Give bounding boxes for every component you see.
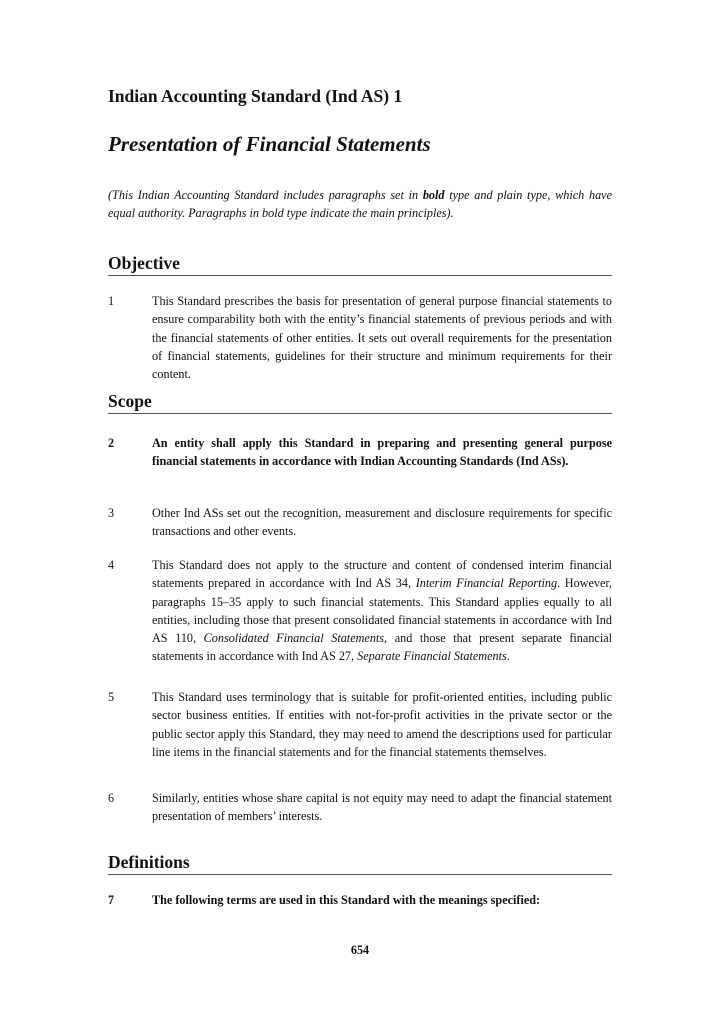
section-heading-scope: Scope bbox=[108, 390, 612, 414]
paragraph-number: 4 bbox=[108, 558, 115, 572]
ind-as-110-title: Consolidated Financial Statements, bbox=[203, 631, 388, 646]
paragraph-text: This Standard prescribes the basis for presentation of general purpose financial statements to ensure comparability both with the entity’s financial statements of previous periods and with the financial statements of other entities. It sets out overall requirements for the presentation of financial statements, guidelines for their structure and minimum requirements for their content. bbox=[152, 294, 612, 382]
intro-text-part1: (This Indian Accounting Standard includes paragraphs set in bbox=[108, 188, 423, 202]
paragraph-number: 2 bbox=[108, 436, 115, 450]
paragraph-number: 3 bbox=[108, 506, 115, 520]
paragraph-3 bbox=[108, 504, 612, 541]
paragraph-text: Other Ind ASs set out the recognition, measurement and disclosure requirements for specific transactions and other events. bbox=[152, 506, 612, 539]
section-heading-definitions: Definitions bbox=[108, 851, 612, 875]
paragraph-text: This Standard uses terminology that is suitable for profit-oriented entities, including public sector business entities. If entities with not-for-profit activities in the private sector or the public sector apply this Standard, they may need to amend the descriptions used for particular line items in the financial statements and for the financial statements themselves. bbox=[152, 690, 612, 759]
paragraph-number: 6 bbox=[108, 791, 115, 805]
page-number: 654 bbox=[350, 943, 370, 957]
paragraph-text-run: and those that present separate financial statements in accordance with Ind AS 27, bbox=[152, 631, 612, 664]
paragraph-5 bbox=[108, 688, 612, 761]
paragraph-text: Similarly, entities whose share capital is not equity may need to adapt the financial statement presentation of members’ interests. bbox=[152, 791, 612, 824]
paragraph-text bbox=[152, 556, 612, 666]
intro-text-part2: type and plain type, which have equal authority. Paragraphs in bold type indicate the main principles). bbox=[108, 188, 612, 220]
paragraph-text-run: . bbox=[506, 649, 510, 664]
paragraph-text-run: This Standard does not apply to the structure and content of condensed interim financial statements prepared in accordance with Ind AS 34, bbox=[152, 558, 612, 591]
paragraph-2 bbox=[108, 434, 612, 471]
paragraph-1 bbox=[108, 292, 612, 383]
paragraph-4 bbox=[108, 556, 612, 666]
paragraph-7 bbox=[108, 891, 612, 909]
paragraph-number: 5 bbox=[108, 690, 115, 704]
ind-as-34-title: Interim Financial Reporting bbox=[415, 576, 558, 591]
paragraph-number: 7 bbox=[108, 893, 115, 907]
section-heading-objective: Objective bbox=[108, 252, 612, 276]
intro-bold-word: bold bbox=[422, 188, 445, 202]
paragraph-number: 1 bbox=[108, 294, 115, 308]
intro-note bbox=[108, 186, 612, 222]
paragraph-6 bbox=[108, 789, 612, 826]
paragraph-text: An entity shall apply this Standard in preparing and presenting general purpose financial statements in accordance with Indian Accounting Standards (Ind ASs). bbox=[152, 436, 612, 469]
paragraph-text-run: . However, paragraphs 15–35 apply to such financial statements. This Standard applies equally to all entities, including those that present consolidated financial statements in accordance with Ind AS 110, bbox=[152, 576, 612, 646]
standard-title: Indian Accounting Standard (Ind AS) 1 bbox=[108, 86, 403, 106]
paragraph-text: The following terms are used in this Standard with the meanings specified: bbox=[152, 893, 541, 907]
ind-as-27-title: Separate Financial Statements bbox=[357, 649, 507, 664]
standard-subtitle: Presentation of Financial Statements bbox=[108, 132, 431, 156]
